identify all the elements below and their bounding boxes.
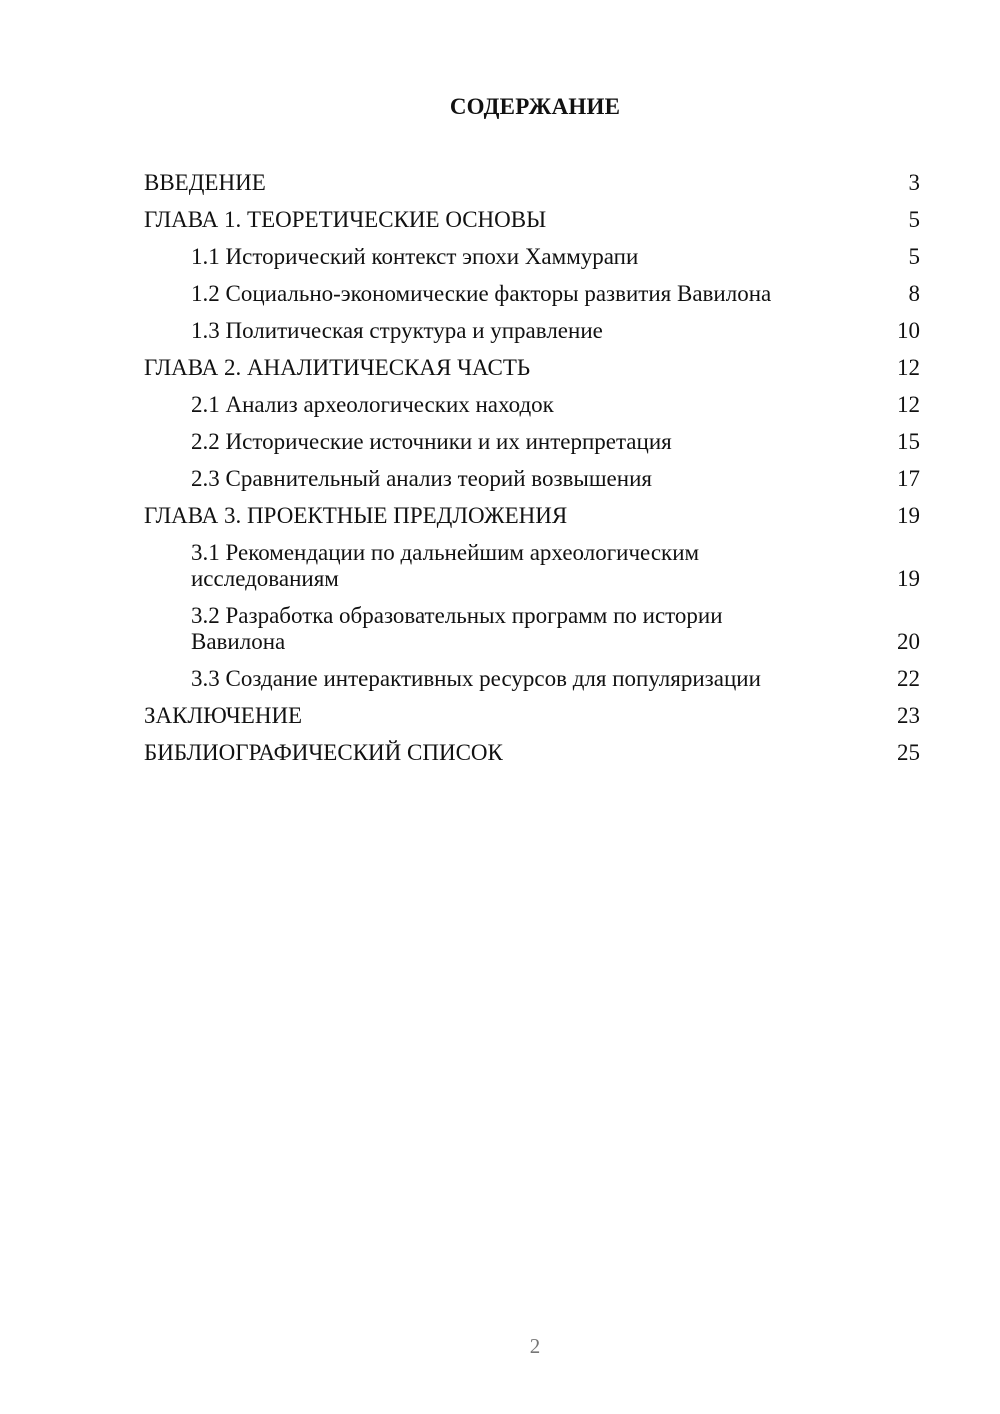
toc-entry-page-number: 23 <box>897 703 920 728</box>
toc-entry-page-number: 10 <box>897 318 920 343</box>
toc-entry-label: 2.1 Анализ археологических находок <box>191 392 554 417</box>
toc-entry-page-number: 17 <box>897 466 920 491</box>
toc-chapter-row[interactable] <box>144 170 920 196</box>
toc-entry-label: ГЛАВА 2. АНАЛИТИЧЕСКАЯ ЧАСТЬ <box>144 355 531 380</box>
toc-entry-page-number: 20 <box>897 629 920 654</box>
toc-section-row[interactable] <box>144 540 920 592</box>
toc-section-row[interactable] <box>144 666 920 692</box>
page-title: СОДЕРЖАНИЕ <box>449 94 621 119</box>
toc-chapter-row[interactable] <box>144 740 920 766</box>
table-of-contents <box>144 170 920 777</box>
toc-chapter-row[interactable] <box>144 703 920 729</box>
toc-entry-label: ГЛАВА 3. ПРОЕКТНЫЕ ПРЕДЛОЖЕНИЯ <box>144 503 568 528</box>
toc-chapter-row[interactable] <box>144 355 920 381</box>
toc-chapter-row[interactable] <box>144 207 920 233</box>
toc-entry-label: 3.3 Создание интерактивных ресурсов для популяризации <box>191 666 761 691</box>
toc-section-row[interactable] <box>144 429 920 455</box>
toc-entry-page-number: 12 <box>897 355 920 380</box>
toc-entry-page-number: 15 <box>897 429 920 454</box>
toc-entry-label: 1.3 Политическая структура и управление <box>191 318 603 343</box>
toc-section-row[interactable] <box>144 392 920 418</box>
toc-entry-label: 1.1 Исторический контекст эпохи Хаммурапи <box>191 244 639 269</box>
toc-entry-page-number: 25 <box>897 740 920 765</box>
toc-section-row[interactable] <box>144 244 920 270</box>
toc-entry-page-number: 22 <box>897 666 920 691</box>
toc-entry-page-number: 8 <box>908 281 920 306</box>
toc-entry-label: 3.1 Рекомендации по дальнейшим археологическим исследованиям <box>191 540 700 591</box>
toc-chapter-row[interactable] <box>144 503 920 529</box>
toc-section-row[interactable] <box>144 466 920 492</box>
toc-entry-page-number: 5 <box>908 207 920 232</box>
toc-entry-page-number: 19 <box>897 566 920 591</box>
toc-section-row[interactable] <box>144 281 920 307</box>
toc-entry-label: ГЛАВА 1. ТЕОРЕТИЧЕСКИЕ ОСНОВЫ <box>144 207 547 232</box>
toc-entry-label: 3.2 Разработка образовательных программ по истории Вавилона <box>191 603 723 654</box>
toc-entry-label: 1.2 Социально-экономические факторы развития Вавилона <box>191 281 772 306</box>
toc-section-row[interactable] <box>144 603 920 655</box>
toc-entry-page-number: 3 <box>908 170 920 195</box>
toc-entry-page-number: 5 <box>908 244 920 269</box>
toc-entry-label: 2.2 Исторические источники и их интерпретация <box>191 429 672 454</box>
toc-entry-page-number: 19 <box>897 503 920 528</box>
toc-entry-label: ВВЕДЕНИЕ <box>144 170 266 195</box>
page-number: 2 <box>529 1334 541 1358</box>
toc-entry-page-number: 12 <box>897 392 920 417</box>
toc-section-row[interactable] <box>144 318 920 344</box>
toc-entry-label: БИБЛИОГРАФИЧЕСКИЙ СПИСОК <box>144 740 503 765</box>
toc-entry-label: ЗАКЛЮЧЕНИЕ <box>144 703 303 728</box>
toc-entry-label: 2.3 Сравнительный анализ теорий возвышения <box>191 466 652 491</box>
